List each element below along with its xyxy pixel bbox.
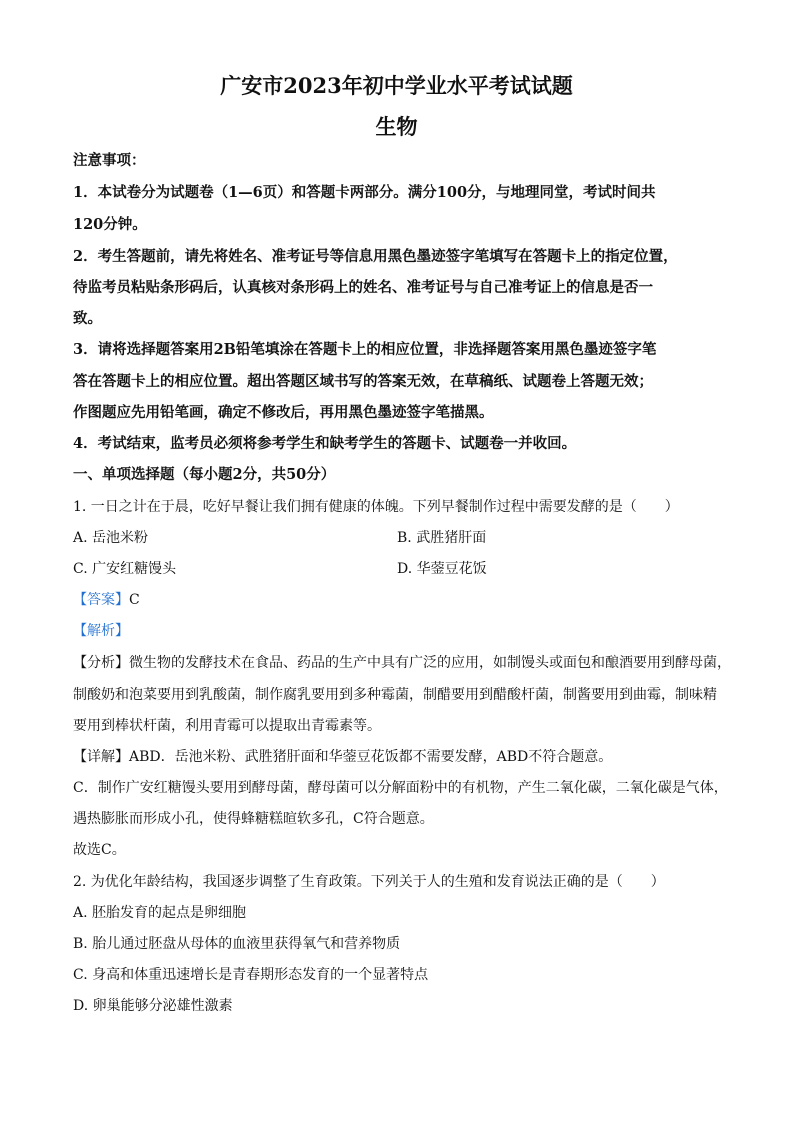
xiangjie-line: 故选C。 <box>73 842 126 858</box>
q2-option-b: B. 胎儿通过胚盘从母体的血液里获得氧气和营养物质 <box>73 936 401 952</box>
q1-answer-line <box>73 589 140 609</box>
answer-tag: 【答案】 <box>73 592 129 608</box>
xiangjie-line <box>73 746 612 766</box>
xiangjie-line: C．制作广安红糖馒头要用到酵母菌，酵母菌可以分解面粉中的有机物，产生二氧化碳，二氧化碳是气体， <box>73 780 728 796</box>
notice-line: 待监考员粘贴条形码后，认真核对条形码上的姓名、准考证号与自己准考证上的信息是否一 <box>73 279 653 296</box>
q1-option-c: C. 广安红糖馒头 <box>73 561 177 577</box>
question-2-stem: 2. 为优化年龄结构，我国逐步调整了生育政策。下列关于人的生殖和发育说法正确的是（ ） <box>73 874 665 890</box>
fenxi-line: 要用到棒状杆菌，利用青霉可以提取出青霉素等。 <box>73 718 381 734</box>
fenxi-line: 制酸奶和泡菜要用到乳酸菌，制作腐乳要用到多种霉菌，制醋要用到醋酸杆菌，制酱要用到曲霉，制味精 <box>73 687 717 703</box>
exam-title: 广安市2023年初中学业水平考试试题 <box>220 73 573 98</box>
xiangjie-tag: 【详解】 <box>73 749 129 765</box>
xiangjie-text: ABD．岳池米粉、武胜猪肝面和华蓥豆花饭都不需要发酵，ABD不符合题意。 <box>129 749 613 765</box>
notice-line: 作图题应先用铅笔画，确定不修改后，再用黑色墨迹签字笔描黑。 <box>73 404 494 421</box>
q1-option-d: D. 华蓥豆花饭 <box>397 561 487 577</box>
notice-line: 1．本试卷分为试题卷（1—6页）和答题卡两部分。满分100分，与地理同堂，考试时间共 <box>73 184 656 201</box>
fenxi-line <box>73 652 731 672</box>
analysis-tag: 【解析】 <box>73 623 129 639</box>
section-heading: 一、单项选择题（每小题2分，共50分） <box>73 466 336 483</box>
subject-title: 生物 <box>375 114 418 139</box>
question-1-stem: 1. 一日之计在于晨，吃好早餐让我们拥有健康的体魄。下列早餐制作过程中需要发酵的是（ ） <box>73 499 679 515</box>
notice-line: 2．考生答题前，请先将姓名、准考证号等信息用黑色墨迹签字笔填写在答题卡上的指定位置， <box>73 248 678 265</box>
fenxi-text: 微生物的发酵技术在食品、药品的生产中具有广泛的应用，如制馒头或面包和酿酒要用到酵母菌， <box>129 655 731 671</box>
q2-option-a: A. 胚胎发育的起点是卵细胞 <box>73 905 247 921</box>
notice-heading: 注意事项： <box>73 152 146 169</box>
q1-option-b: B. 武胜猪肝面 <box>397 530 487 546</box>
notice-line: 3．请将选择题答案用2B铅笔填涂在答题卡上的相应位置，非选择题答案用黑色墨迹签字笔 <box>73 341 657 358</box>
notice-line: 120分钟。 <box>73 216 147 233</box>
notice-line: 致。 <box>73 310 102 327</box>
notice-line: 答在答题卡上的相应位置。超出答题区域书写的答案无效，在草稿纸、试题卷上答题无效； <box>73 373 653 390</box>
xiangjie-line: 遇热膨胀而形成小孔，使得蜂糖糕暄软多孔，C符合题意。 <box>73 811 434 827</box>
answer-value: C <box>129 592 140 608</box>
q2-option-d: D. 卵巢能够分泌雄性激素 <box>73 998 233 1014</box>
fenxi-tag: 【分析】 <box>73 655 129 671</box>
notice-line: 4．考试结束，监考员必须将参考学生和缺考学生的答题卡、试题卷一并收回。 <box>73 435 577 452</box>
q2-option-c: C. 身高和体重迅速增长是青春期形态发育的一个显著特点 <box>73 967 429 983</box>
q1-option-a: A. 岳池米粉 <box>73 530 149 546</box>
